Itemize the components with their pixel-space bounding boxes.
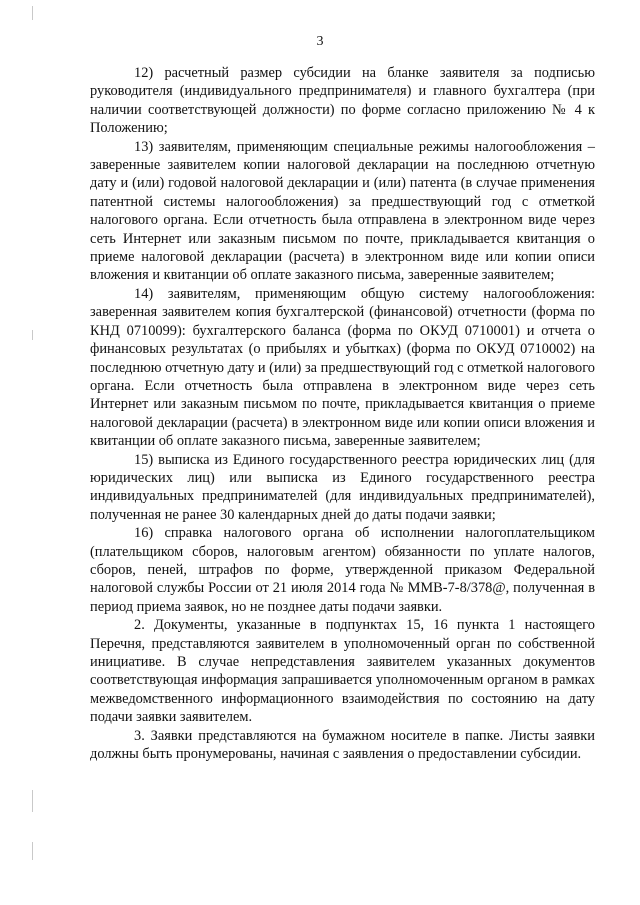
page-number: 3 xyxy=(316,34,324,49)
document-body xyxy=(90,64,595,763)
margin-mark xyxy=(32,6,33,20)
paragraph-item-13: 13) заявителям, применяющим специальные режимы налогообложения – заверенные заявителем копии налоговой декларации на последнюю отчетную дату и (или) годовой налоговой декларации и (или) патента (в случае применения патентной системы налогообложения) за предшествующий год с отметкой налогового органа. Если отчетность была отправлена в электронном виде через сеть Интернет или заказным письмом по почте, прикладывается квитанция о приеме налоговой декларации (расчета) в электронном виде или копии описи вложения и квитанции об оплате заказного письма, заверенные заявителем; xyxy=(90,138,595,284)
binding-margin-marks xyxy=(28,0,38,905)
margin-mark xyxy=(32,842,33,860)
paragraph-item-12: 12) расчетный размер субсидии на бланке заявителя за подписью руководителя (индивидуального предпринимателя) и главного бухгалтера (при наличии соответствующей должности) по форме согласно приложению № 4 к Положению; xyxy=(90,65,595,137)
paragraph-item-15: 15) выписка из Единого государственного реестра юридических лиц (для юридических лиц) или выписка из Единого государственного реестра индивидуальных предпринимателей (для индивидуальных предпринимателей), полученная не ранее 30 календарных дней до даты подачи заявки; xyxy=(90,451,595,523)
paragraph-section-3: 3. Заявки представляются на бумажном носителе в папке. Листы заявки должны быть пронумерованы, начиная с заявления о предоставлении субсидии. xyxy=(90,727,595,763)
margin-mark xyxy=(32,330,33,340)
paragraph-item-14: 14) заявителям, применяющим общую систему налогообложения: заверенная заявителем копия бухгалтерской (финансовой) отчетности (форма по КНД 0710099): бухгалтерского баланса (форма по ОКУД 0710001) и отчета о финансовых результатах (о прибылях и убытках) (форма по ОКУД 0710002) на последнюю отчетную дату и (или) за предшествующий год с отметкой налогового органа. Если отчетность была отправлена в электронном виде через сеть Интернет или заказным письмом по почте, прикладывается квитанция о приеме налоговой декларации (расчета) в электронном виде или копии описи вложения и квитанции об оплате заказного письма, заверенные заявителем; xyxy=(90,285,595,450)
paragraph-item-16: 16) справка налогового органа об исполнении налогоплательщиком (плательщиком сборов, налоговым агентом) обязанности по уплате налогов, сборов, пеней, штрафов по форме, утвержденной приказом Федеральной налоговой службы России от 21 июля 2014 года № ММВ-7-8/378@, полученная в период приема заявок, но не позднее даты подачи заявки. xyxy=(90,525,595,615)
paragraph-section-2: 2. Документы, указанные в подпунктах 15, 16 пункта 1 настоящего Перечня, представляются заявителем в уполномоченный орган по собственной инициативе. В случае непредставления заявителем указанных документов соответствующая информация запрашивается уполномоченным органом в рамках межведомственного информационного взаимодействия по состоянию на дату подачи заявки заявителем. xyxy=(90,617,595,726)
margin-mark xyxy=(32,790,33,812)
